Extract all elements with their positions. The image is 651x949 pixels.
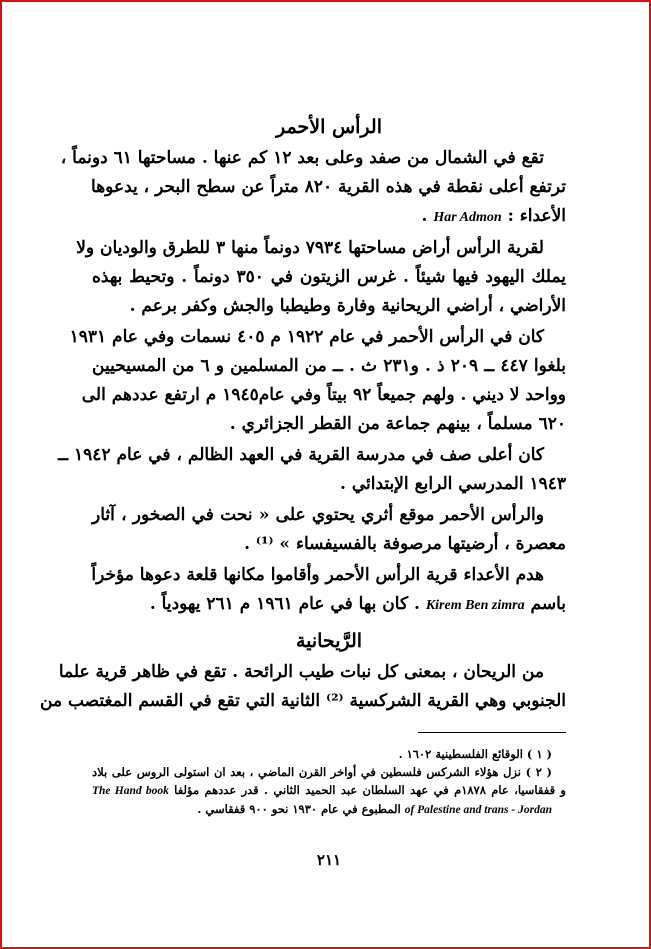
latin-name: The Hand book	[92, 785, 169, 797]
footnote-line: of Palestine and trans - Jordan المطبوع في عام ١٩٣٠ نحو ٩٠٠ قفقاسي .	[197, 802, 552, 816]
page-content	[40, 110, 566, 869]
text-line: هدم الأعداء قرية الرأس الأحمر وأقاموا مكانها قلعة دعوها مؤخراً	[91, 565, 544, 585]
text-line: بلغوا ٤٤٧ ــ ٢٠٩ ذ . و٢٣١ ث . ــ من المسلمين و ٦ من المسيحيين	[92, 356, 566, 376]
paragraph	[40, 658, 566, 716]
text-line: الجنوبي وهي القرية الشركسية ⁽²⁾ الثانية التي تقع في القسم المغتصب من	[40, 691, 566, 711]
text-line: من الريحان ، بمعنى كل نبات طيب الرائحة . تقع في ظاهر قرية علما	[58, 662, 544, 682]
footnote-divider	[418, 732, 566, 733]
text-line: ترتفع أعلى نقطة في هذه القرية ٨٢٠ متراً عن سطح البحر ، يدعوها	[91, 177, 566, 197]
footnote-line: و قفقاسيا، عام ١٨٧٨م في عهد السلطان عبد الحميد الثاني . قدر عددهم مؤلفا The Hand book	[92, 783, 566, 797]
paragraph	[60, 144, 566, 232]
section-body-rihaniya	[40, 658, 566, 716]
text-line: كان أعلى صف في مدرسة القرية في العهد الظالم ، في عام ١٩٤٢ ــ	[58, 445, 544, 465]
footnote-line: ( ٢ ) نزل هؤلاء الشركس فلسطين في أواخر القرن الماضي ، بعد ان استولى الروس على بلاد	[92, 765, 552, 779]
latin-name: Kirem Ben zimra	[425, 598, 525, 613]
text-line: باسم Kirem Ben zimra . كان بها في عام ١٩٦١ م ٢٦١ يهودياً .	[149, 594, 566, 614]
footnote-line: ( ١ ) الوقائع الفلسطينية ١٦٠٢ .	[398, 747, 552, 761]
text-line: ١٩٤٣ المدرسي الرابع الإبتدائي .	[339, 474, 566, 494]
text-line: الأعداء : Har Admon .	[421, 206, 566, 226]
text-line: والرأس الأحمر موقع أثري يحتوي على « نحت في الصخور ، آثار	[92, 505, 544, 525]
text-line: كان في الرأس الأحمر في عام ١٩٢٢ م ٤٠٥ نسمات وفي عام ١٩٣١	[69, 327, 544, 347]
text-line: يملك اليهود فيها شيئاً . غرس الزيتون في ٣٥٠ دونماً . وتحيط بهذه	[92, 267, 566, 287]
paragraph	[92, 561, 566, 620]
latin-name: of Palestine and trans - Jordan	[404, 804, 552, 816]
section-body-ras-al-ahmar	[58, 144, 566, 620]
section-title-rihaniya: الرَّيحانية	[295, 630, 363, 652]
text-line: لقرية الرأس أراض مساحتها ٧٩٣٤ دونماً منها ٣ للطرق والوديان ولا	[76, 238, 544, 258]
page-number: ٢١١	[316, 851, 342, 869]
text-line: تقع في الشمال من صفد وعلى بعد ١٢ كم عنها . مساحتها ٦١ دونماً ،	[60, 148, 544, 168]
text-line: معصرة ، أرضيتها مرصوفة بالفسيفساء » ⁽¹⁾ .	[244, 534, 566, 554]
section-title-ras-al-ahmar: الرأس الأحمر	[276, 116, 382, 138]
paragraph	[69, 323, 566, 439]
text-line: الأراضي ، أراضي الريحانية وفارة وطيطبا والجش وكفر برعم .	[129, 296, 566, 316]
paragraph	[92, 501, 566, 559]
footnotes	[92, 745, 566, 819]
paragraph	[58, 441, 566, 499]
latin-name: Har Admon	[433, 210, 502, 225]
paragraph	[76, 234, 566, 321]
text-line: ٦٢٠ مسلماً ، بينهم جماعة من القطر الجزائري .	[229, 414, 566, 434]
text-line: وواحد لا ديني . ولهم جميعاً ٩٢ بيتاً وفي عام١٩٤٥ م ارتفع عددهم الى	[81, 385, 566, 405]
